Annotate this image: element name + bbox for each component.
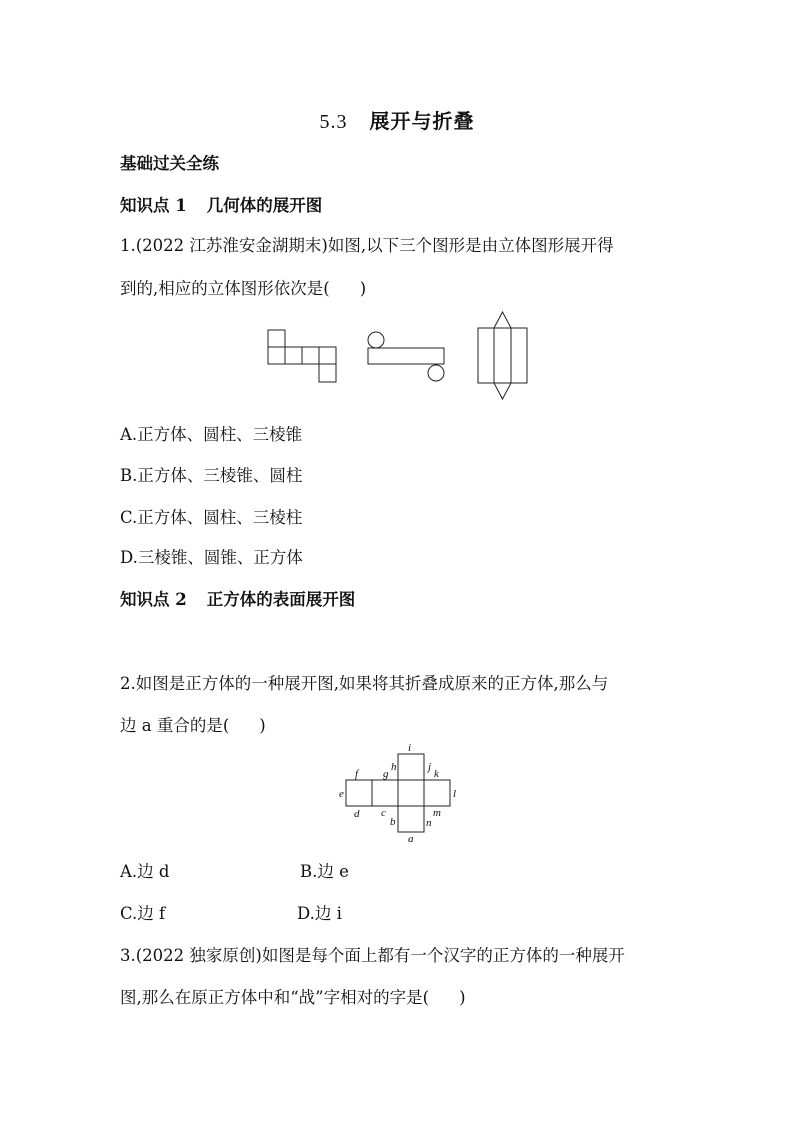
edge-label-f: f bbox=[355, 768, 359, 780]
kp2-label: 知识点 2 bbox=[120, 590, 187, 609]
edge-label-j: j bbox=[428, 761, 432, 773]
section-heading: 基础过关全练 bbox=[120, 154, 219, 173]
kp1-label: 知识点 1 bbox=[120, 196, 187, 215]
q2-option-a: A.边 d bbox=[120, 862, 170, 881]
kp2-text: 正方体的表面展开图 bbox=[206, 590, 356, 609]
q3-close-paren: ) bbox=[459, 988, 466, 1007]
section-number: 5.3 bbox=[319, 111, 348, 133]
q1-line2-text: 到的,相应的立体图形依次是( bbox=[120, 279, 330, 298]
edge-label-b: b bbox=[390, 816, 396, 828]
q1-option-b: B.正方体、三棱锥、圆柱 bbox=[120, 466, 303, 485]
q1-option-d: D.三棱锥、圆锥、正方体 bbox=[120, 548, 303, 567]
q1-option-c: C.正方体、圆柱、三棱柱 bbox=[120, 508, 303, 527]
edge-label-n: n bbox=[426, 817, 432, 829]
section-title: 展开与折叠 bbox=[369, 109, 475, 133]
q3-line2 bbox=[120, 984, 466, 1008]
q3-line2-text: 图,那么在原正方体中和“战”字相对的字是( bbox=[120, 988, 430, 1007]
edge-label-e: e bbox=[339, 788, 344, 800]
edge-label-g: g bbox=[383, 768, 389, 780]
kp1-text: 几何体的展开图 bbox=[206, 196, 323, 215]
edge-label-l: l bbox=[453, 788, 457, 800]
edge-label-h: h bbox=[391, 761, 397, 773]
q2-option-d: D.边 i bbox=[297, 904, 342, 923]
edge-label-k: k bbox=[434, 768, 439, 780]
q1-line1: 1.(2022 江苏淮安金湖期末)如图,以下三个图形是由立体图形展开得 bbox=[120, 236, 614, 255]
q1-close-paren: ) bbox=[359, 279, 367, 298]
q2-close-paren: ) bbox=[259, 716, 266, 735]
edge-label-m: m bbox=[433, 807, 441, 819]
edge-label-c: c bbox=[381, 807, 386, 819]
q1-option-a: A.正方体、圆柱、三棱锥 bbox=[120, 425, 303, 444]
q2-option-b: B.边 e bbox=[300, 862, 349, 881]
edge-label-a: a bbox=[408, 833, 414, 845]
q2-line2-text: 边 a 重合的是( bbox=[120, 716, 230, 735]
q3-line1: 3.(2022 独家原创)如图是每个面上都有一个汉字的正方体的一种展开 bbox=[120, 946, 625, 965]
q2-option-c: C.边 f bbox=[120, 904, 166, 923]
edge-label-i: i bbox=[408, 742, 412, 754]
q2-line1: 2.如图是正方体的一种展开图,如果将其折叠成原来的正方体,那么与 bbox=[120, 674, 609, 693]
edge-label-d: d bbox=[354, 808, 360, 820]
